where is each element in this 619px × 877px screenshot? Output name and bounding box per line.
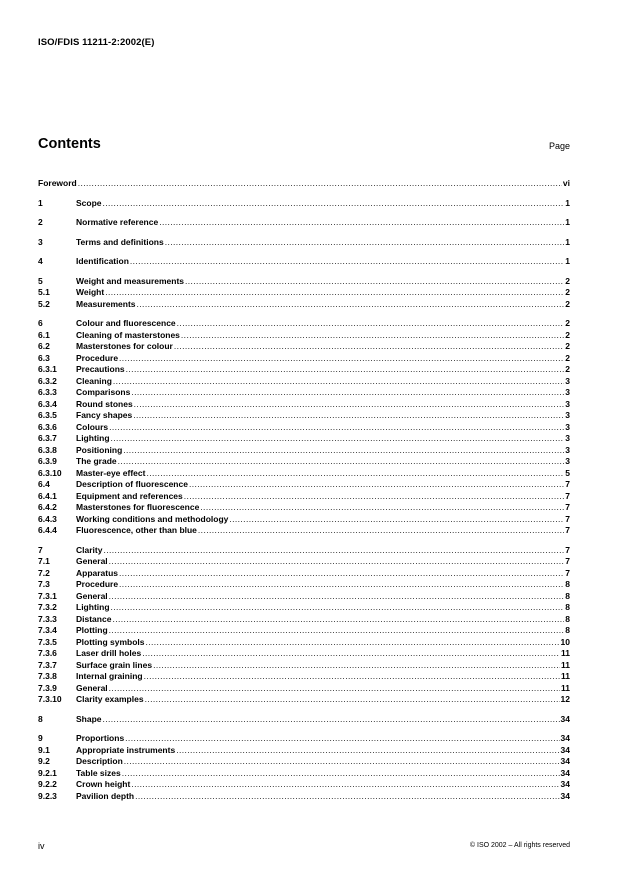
toc-section-number: 5.1 — [38, 287, 50, 297]
toc-section-number: 6.3.8 — [38, 444, 57, 455]
toc-section-title: Fancy shapes — [76, 410, 133, 420]
toc-dot-leader — [105, 287, 564, 299]
toc-entry[interactable] — [38, 387, 570, 399]
toc-section-title: Procedure — [76, 352, 119, 363]
toc-page-number: 11 — [561, 648, 570, 658]
toc-dot-leader — [181, 330, 564, 342]
toc-section-title: Lighting — [76, 602, 110, 612]
toc-entry[interactable] — [38, 299, 570, 311]
toc-entry[interactable] — [38, 287, 570, 299]
toc-dot-leader — [184, 491, 565, 503]
toc-dot-leader — [165, 237, 565, 249]
toc-section-title: General — [76, 682, 108, 693]
toc-page-number: 3 — [565, 433, 570, 443]
toc-section-number: 6.3 — [38, 352, 50, 363]
toc-section-number: 6.2 — [38, 341, 50, 351]
toc-page-number: 7 — [565, 544, 570, 555]
toc-dot-leader — [112, 614, 564, 626]
document-id: ISO/FDIS 11211-2:2002(E) — [38, 37, 155, 48]
toc-page-number: 2 — [565, 275, 570, 286]
toc-dot-leader — [135, 791, 559, 803]
toc-section-title: Masterstones for fluorescence — [76, 502, 200, 512]
toc-page-number: 34 — [560, 779, 570, 789]
toc-entry[interactable] — [38, 579, 570, 591]
toc-entry[interactable] — [38, 433, 570, 445]
toc-entry[interactable] — [38, 237, 570, 249]
toc-page-number: 7 — [565, 490, 570, 501]
toc-section-title: Plotting symbols — [76, 636, 145, 647]
toc-page-number: 7 — [565, 479, 570, 489]
toc-section-number: 7.3.6 — [38, 648, 57, 658]
toc-section-title: Description — [76, 756, 123, 766]
toc-dot-leader — [103, 198, 565, 210]
toc-entry[interactable] — [38, 318, 570, 330]
toc-dot-leader — [185, 276, 564, 288]
toc-page-number: 5 — [565, 467, 570, 478]
toc-section-number: 7.1 — [38, 556, 50, 566]
toc-dot-leader — [133, 410, 564, 422]
toc-dot-leader — [78, 178, 562, 190]
toc-page-number: 34 — [560, 713, 570, 724]
toc-dot-leader — [189, 479, 564, 491]
toc-entry[interactable] — [38, 468, 570, 480]
toc-section-title: Distance — [76, 613, 112, 624]
toc-entry[interactable] — [38, 545, 570, 557]
toc-dot-leader — [131, 387, 564, 399]
toc-section-number: 6.3.6 — [38, 421, 57, 432]
toc-section-title: Appropriate instruments — [76, 744, 176, 755]
toc-section-number: 6.3.1 — [38, 364, 57, 374]
toc-page-number: 34 — [560, 790, 570, 801]
toc-dot-leader — [109, 556, 565, 568]
table-of-contents — [38, 178, 570, 802]
toc-section-number: 6.4 — [38, 479, 50, 489]
toc-section-number: 7.3.10 — [38, 694, 62, 704]
toc-dot-leader — [176, 745, 559, 757]
toc-entry[interactable] — [38, 591, 570, 603]
toc-section-title: Cleaning of masterstones — [76, 329, 180, 340]
toc-section-title: Working conditions and methodology — [76, 513, 229, 524]
toc-entry[interactable] — [38, 671, 570, 683]
toc-entry[interactable] — [38, 341, 570, 353]
toc-page-number: 2 — [565, 298, 570, 309]
toc-entry[interactable] — [38, 683, 570, 695]
toc-entry[interactable] — [38, 660, 570, 672]
footer-page-number: iv — [38, 841, 45, 851]
toc-section-title: Foreword — [38, 178, 77, 188]
toc-dot-leader — [109, 591, 565, 603]
toc-entry[interactable] — [38, 733, 570, 745]
toc-entry[interactable] — [38, 330, 570, 342]
toc-entry[interactable] — [38, 525, 570, 537]
toc-section-title: Clarity examples — [76, 694, 144, 704]
toc-page-number: vi — [562, 178, 570, 188]
toc-section-title: The grade — [76, 456, 117, 466]
toc-section-title: Fluorescence, other than blue — [76, 525, 197, 535]
toc-section-title: Table sizes — [76, 767, 121, 778]
toc-section-title: Internal graining — [76, 671, 143, 681]
toc-entry[interactable] — [38, 422, 570, 434]
toc-entry[interactable] — [38, 779, 570, 791]
toc-section-number: 8 — [38, 713, 43, 724]
toc-section-number: 6.3.5 — [38, 410, 57, 420]
toc-section-title: Comparisons — [76, 387, 131, 397]
toc-page-number: 12 — [560, 694, 570, 704]
toc-page-number: 1 — [565, 197, 570, 208]
toc-section-title: Shape — [76, 713, 102, 724]
toc-entry[interactable] — [38, 445, 570, 457]
toc-page-number: 11 — [561, 659, 570, 670]
toc-section-number: 2 — [38, 217, 43, 227]
toc-dot-leader — [145, 694, 560, 706]
toc-dot-leader — [103, 714, 560, 726]
toc-section-title: Surface grain lines — [76, 659, 153, 670]
toc-section-title: Masterstones for colour — [76, 341, 173, 351]
toc-entry[interactable] — [38, 768, 570, 780]
toc-entry[interactable] — [38, 514, 570, 526]
toc-section-title: Pavilion depth — [76, 790, 135, 801]
toc-section-number: 9.2.1 — [38, 767, 57, 778]
toc-page-number: 8 — [565, 579, 570, 589]
toc-page-number: 8 — [565, 625, 570, 635]
toc-dot-leader — [144, 671, 560, 683]
toc-section-number: 4 — [38, 256, 43, 266]
toc-section-title: Scope — [76, 197, 102, 208]
toc-section-number: 6.4.1 — [38, 490, 57, 501]
toc-section-number: 7.3.2 — [38, 602, 57, 612]
toc-section-number: 6.3.2 — [38, 375, 57, 386]
toc-entry[interactable] — [38, 410, 570, 422]
toc-section-number: 9.2.3 — [38, 790, 57, 801]
toc-section-number: 7.2 — [38, 567, 50, 578]
toc-dot-leader — [119, 568, 564, 580]
toc-entry[interactable] — [38, 625, 570, 637]
toc-dot-leader — [109, 625, 565, 637]
toc-entry[interactable] — [38, 791, 570, 803]
toc-page-number: 3 — [565, 421, 570, 432]
toc-section-title: Proportions — [76, 733, 125, 743]
toc-entry[interactable] — [38, 756, 570, 768]
toc-section-title: Precautions — [76, 364, 125, 374]
toc-section-title: Measurements — [76, 298, 136, 309]
toc-section-number: 6.3.9 — [38, 456, 57, 466]
toc-page-number: 1 — [565, 236, 570, 247]
toc-dot-leader — [122, 768, 560, 780]
toc-section-number: 6.4.3 — [38, 513, 57, 524]
toc-section-number: 9.2.2 — [38, 779, 57, 789]
toc-dot-leader — [200, 502, 564, 514]
toc-section-number: 7.3.8 — [38, 671, 57, 681]
toc-dot-leader — [137, 299, 565, 311]
toc-section-title: Weight — [76, 287, 105, 297]
toc-section-title: Apparatus — [76, 567, 119, 578]
toc-dot-leader — [118, 456, 565, 468]
toc-page-number: 3 — [565, 387, 570, 397]
toc-page-number: 11 — [561, 682, 570, 693]
toc-section-title: Positioning — [76, 444, 123, 455]
toc-page-number: 34 — [560, 767, 570, 778]
toc-page-number: 1 — [565, 217, 570, 227]
toc-dot-leader — [111, 602, 565, 614]
toc-section-title: Colour and fluorescence — [76, 318, 176, 328]
toc-entry[interactable] — [38, 614, 570, 626]
toc-dot-leader — [177, 318, 565, 330]
toc-page-number: 34 — [560, 756, 570, 766]
toc-section-title: Equipment and references — [76, 490, 183, 501]
toc-section-title: Clarity — [76, 544, 103, 555]
toc-entry[interactable] — [38, 456, 570, 468]
toc-dot-leader — [229, 514, 564, 526]
toc-page-number: 8 — [565, 590, 570, 601]
toc-section-title: Procedure — [76, 579, 119, 589]
toc-section-number: 7.3.9 — [38, 682, 57, 693]
toc-page-number: 11 — [561, 671, 570, 681]
toc-section-title: General — [76, 590, 108, 601]
toc-dot-leader — [119, 353, 564, 365]
toc-section-title: Colours — [76, 421, 109, 432]
toc-section-number: 7.3.5 — [38, 636, 57, 647]
toc-section-title: Master-eye effect — [76, 467, 146, 478]
toc-dot-leader — [119, 579, 564, 591]
toc-entry[interactable] — [38, 602, 570, 614]
toc-dot-leader — [113, 376, 564, 388]
toc-page-number: 2 — [565, 318, 570, 328]
toc-page-number: 1 — [565, 256, 570, 266]
toc-entry[interactable] — [38, 637, 570, 649]
toc-page-number: 2 — [565, 352, 570, 363]
toc-entry[interactable] — [38, 491, 570, 503]
toc-entry[interactable] — [38, 745, 570, 757]
toc-page-number: 3 — [565, 456, 570, 466]
toc-entry[interactable] — [38, 178, 570, 190]
toc-entry[interactable] — [38, 276, 570, 288]
contents-title: Contents — [38, 136, 101, 152]
toc-section-number: 5.2 — [38, 298, 50, 309]
toc-page-number: 2 — [565, 364, 570, 374]
toc-section-number: 6.3.3 — [38, 387, 57, 397]
toc-section-number: 6 — [38, 318, 43, 328]
toc-section-number: 6.3.10 — [38, 467, 62, 478]
toc-entry[interactable] — [38, 399, 570, 411]
toc-section-number: 1 — [38, 197, 43, 208]
toc-dot-leader — [130, 256, 564, 268]
toc-page-number: 2 — [565, 329, 570, 340]
toc-section-number: 3 — [38, 236, 43, 247]
toc-dot-leader — [109, 422, 564, 434]
toc-dot-leader — [123, 445, 564, 457]
toc-page-number: 7 — [565, 556, 570, 566]
toc-page-number: 3 — [565, 375, 570, 386]
toc-page-number: 8 — [565, 613, 570, 624]
footer-copyright: © ISO 2002 – All rights reserved — [469, 842, 570, 849]
toc-dot-leader — [111, 433, 565, 445]
toc-page-number: 3 — [565, 444, 570, 455]
toc-dot-leader — [159, 217, 564, 229]
toc-page-number: 3 — [565, 398, 570, 409]
toc-section-title: Crown height — [76, 779, 131, 789]
toc-section-number: 7 — [38, 544, 43, 555]
toc-dot-leader — [142, 648, 560, 660]
toc-section-number: 6.3.4 — [38, 398, 57, 409]
toc-section-number: 9 — [38, 733, 43, 743]
toc-section-number: 7.3.1 — [38, 590, 57, 601]
toc-section-number: 7.3.7 — [38, 659, 57, 670]
toc-section-title: Plotting — [76, 625, 108, 635]
toc-page-number: 7 — [565, 525, 570, 535]
toc-dot-leader — [134, 399, 565, 411]
toc-dot-leader — [145, 637, 559, 649]
toc-entry[interactable] — [38, 502, 570, 514]
toc-section-number: 9.2 — [38, 756, 50, 766]
toc-section-number: 9.1 — [38, 744, 50, 755]
toc-entry[interactable] — [38, 364, 570, 376]
toc-entry[interactable] — [38, 353, 570, 365]
toc-section-title: Weight and measurements — [76, 275, 185, 286]
toc-dot-leader — [109, 683, 560, 695]
toc-dot-leader — [126, 364, 565, 376]
toc-entry[interactable] — [38, 479, 570, 491]
toc-page-number: 8 — [565, 602, 570, 612]
toc-entry[interactable] — [38, 556, 570, 568]
toc-entry[interactable] — [38, 714, 570, 726]
toc-section-number: 6.1 — [38, 329, 50, 340]
toc-section-number: 6.3.7 — [38, 433, 57, 443]
toc-page-number: 2 — [565, 287, 570, 297]
toc-dot-leader — [153, 660, 560, 672]
toc-section-title: Normative reference — [76, 217, 159, 227]
toc-page-number: 10 — [560, 636, 570, 647]
toc-entry[interactable] — [38, 648, 570, 660]
toc-page-number: 3 — [565, 410, 570, 420]
toc-dot-leader — [146, 468, 564, 480]
page-column-heading: Page — [548, 141, 570, 151]
toc-dot-leader — [174, 341, 564, 353]
toc-section-number: 5 — [38, 275, 43, 286]
toc-page-number: 34 — [560, 744, 570, 755]
toc-section-number: 6.4.4 — [38, 525, 57, 535]
toc-section-title: Terms and definitions — [76, 236, 164, 247]
toc-entry[interactable] — [38, 568, 570, 580]
toc-section-number: 7.3 — [38, 579, 50, 589]
toc-dot-leader — [198, 525, 564, 537]
toc-section-title: Description of fluorescence — [76, 479, 188, 489]
toc-section-number: 7.3.3 — [38, 613, 57, 624]
toc-page-number: 2 — [565, 341, 570, 351]
toc-section-title: Round stones — [76, 398, 133, 409]
toc-section-number: 7.3.4 — [38, 625, 57, 635]
toc-entry[interactable] — [38, 376, 570, 388]
toc-section-title: Lighting — [76, 433, 110, 443]
toc-dot-leader — [103, 545, 564, 557]
toc-dot-leader — [131, 779, 559, 791]
toc-entry[interactable] — [38, 694, 570, 706]
toc-entry[interactable] — [38, 198, 570, 210]
toc-page-number: 7 — [565, 502, 570, 512]
toc-section-number: 6.4.2 — [38, 502, 57, 512]
toc-page-number: 7 — [565, 513, 570, 524]
toc-section-title: Identification — [76, 256, 129, 266]
toc-entry[interactable] — [38, 256, 570, 268]
toc-entry[interactable] — [38, 217, 570, 229]
toc-section-title: Cleaning — [76, 375, 112, 386]
toc-page-number: 34 — [560, 733, 570, 743]
toc-section-title: General — [76, 556, 108, 566]
toc-section-title: Laser drill holes — [76, 648, 142, 658]
toc-dot-leader — [125, 733, 559, 745]
toc-page-number: 7 — [565, 567, 570, 578]
toc-dot-leader — [124, 756, 560, 768]
